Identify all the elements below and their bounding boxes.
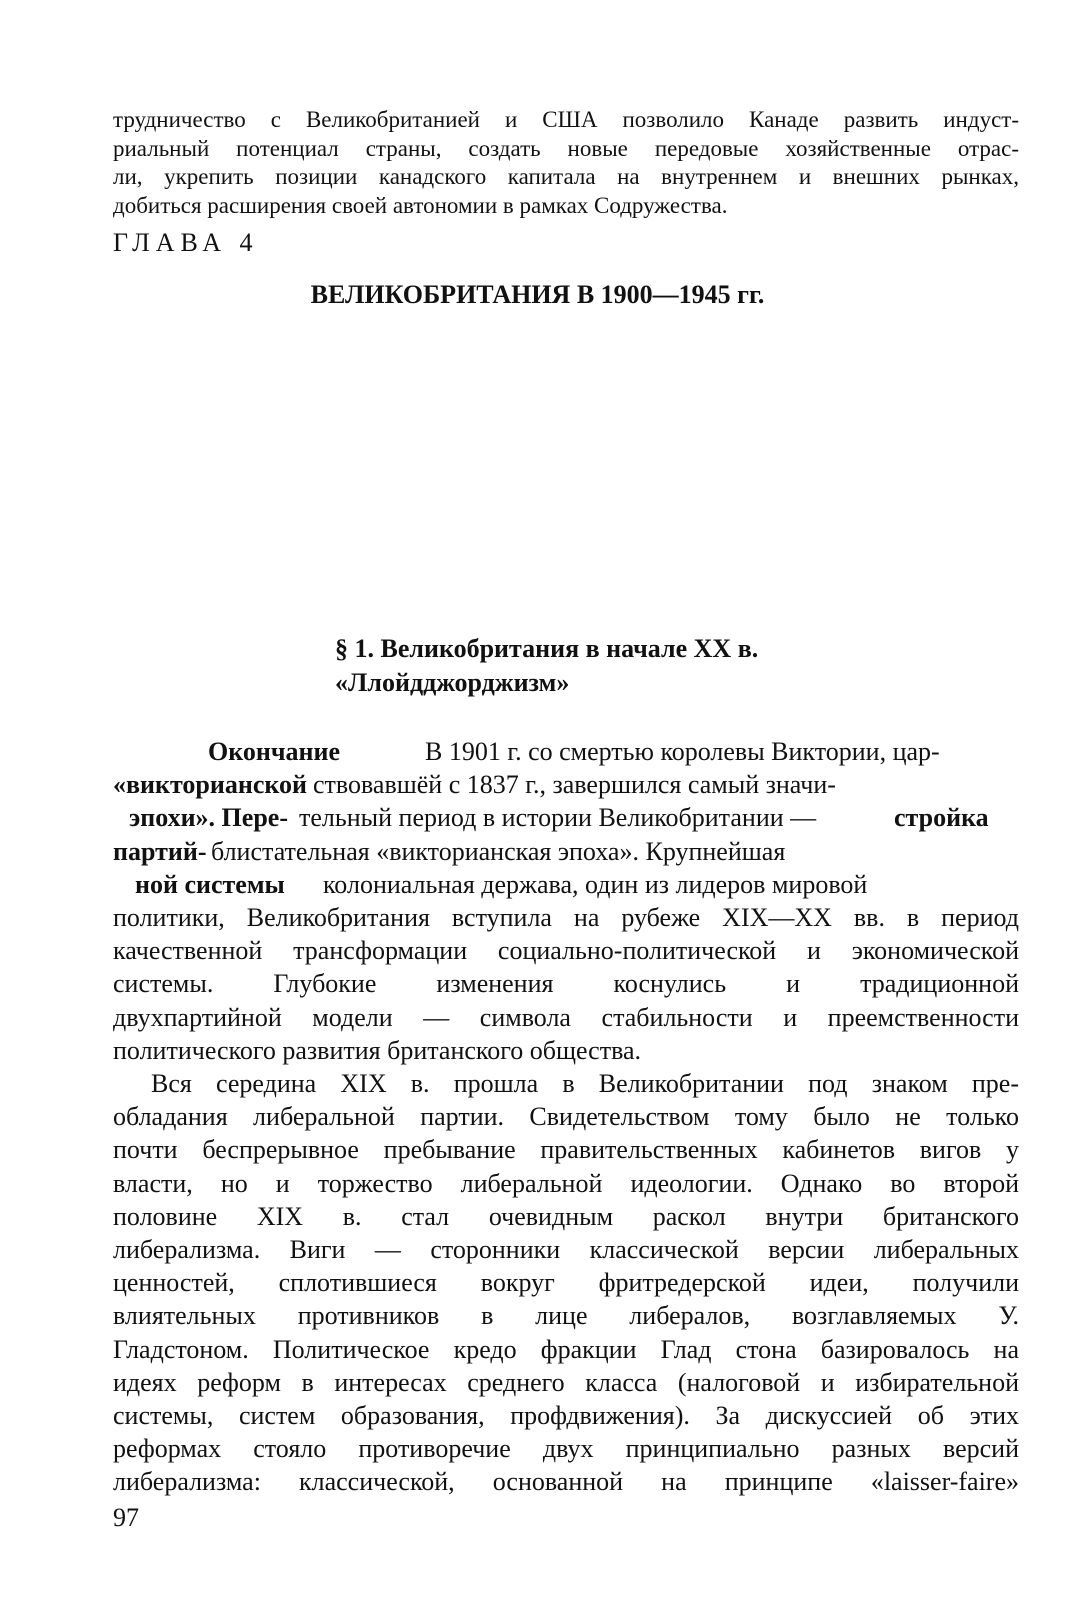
section-title xyxy=(335,632,758,700)
section-title-line: § 1. Великобритания в начале XX в. xyxy=(335,634,759,663)
text-row xyxy=(113,868,1019,901)
text-line: системы, систем образования, профдвижения). За дискуссией об этих xyxy=(113,1400,1019,1430)
text-line: добиться расширения своей автономии в рамках Содружества. xyxy=(113,192,728,218)
text-line: блистательная «викторианская эпоха». Крупнейшая xyxy=(211,836,786,866)
intro-paragraph xyxy=(113,106,1019,220)
text-row xyxy=(113,801,1019,834)
margin-note: партий- xyxy=(113,836,207,866)
text-line: политического развития британского общества. xyxy=(113,1035,642,1065)
margin-note: Окончание xyxy=(208,737,341,766)
margin-note: ной системы xyxy=(135,869,285,899)
text-line: Вся середина XIX в. прошла в Великобритании под знаком пре- xyxy=(151,1069,1019,1098)
chapter-title: ВЕЛИКОБРИТАНИЯ В 1900—1945 гг. xyxy=(310,280,765,309)
text-line: системы. Глубокие изменения коснулись и традиционной xyxy=(113,969,1019,999)
margin-note: эпохи». Пере- xyxy=(129,803,288,833)
text-line: обладания либеральной партии. Свидетельством тому было не только xyxy=(113,1102,1019,1132)
text-line: ценностей, сплотившиеся вокруг фритредерской идеи, получили xyxy=(113,1268,1019,1298)
text-line: реформах стояло противоречие двух принципиально разных версий xyxy=(113,1434,1019,1464)
text-row xyxy=(113,835,1019,868)
text-line: колониальная держава, один из лидеров мировой xyxy=(323,869,868,899)
chapter-label: ГЛАВА 4 xyxy=(113,228,259,257)
text-line: риальный потенциал страны, создать новые передовые хозяйственные отрас- xyxy=(113,135,1019,161)
margin-note: «викторианской xyxy=(113,770,308,800)
text-line: качественной трансформации социально-политической и экономической xyxy=(113,936,1019,966)
text-line: тельный период в истории Великобритании — xyxy=(299,803,817,833)
text-line: власти, но и торжество либеральной идеологии. Однако во второй xyxy=(113,1168,1019,1198)
text-line: либерализма. Виги — сторонники классической версии либеральных xyxy=(113,1234,1019,1264)
text-line: влиятельных противников в лице либералов, возглавляемых У. xyxy=(113,1301,1019,1331)
text-line: трудничество с Великобританией и США позволило Канаде развить индуст- xyxy=(113,107,1019,132)
text-row xyxy=(113,735,1019,768)
paragraph xyxy=(113,1067,1019,1498)
text-line: ли, укрепить позиции канадского капитала на внутреннем и внешних рынках, xyxy=(113,164,1019,189)
text-line: половине XIX в. стал очевидным раскол внутри британского xyxy=(113,1201,1019,1231)
text-line: либерализма: классической, основанной на принципе «laisser-faire» xyxy=(113,1467,1019,1497)
page-number: 97 xyxy=(113,1503,139,1532)
section-title-line: «Ллойдджорджизм» xyxy=(335,668,570,697)
text-line: Гладстоном. Политическое кредо фракции Глад стона базировалось на xyxy=(113,1334,1019,1364)
text-line: идеях реформ в интересах среднего класса (налоговой и избирательной xyxy=(113,1367,1019,1397)
text-row xyxy=(113,768,1019,801)
text-line: В 1901 г. со смертью королевы Виктории, цар- xyxy=(425,737,940,766)
text-line: почти беспрерывное пребывание правительственных кабинетов вигов у xyxy=(113,1135,1019,1165)
text-line: политики, Великобритания вступила на рубеже XIX—XX вв. в период xyxy=(113,902,1019,932)
text-line: ствовавшёй с 1837 г., завершился самый значи- xyxy=(313,770,836,800)
text-line: двухпартийной модели — символа стабильности и преемственности xyxy=(113,1002,1019,1032)
section-paragraph xyxy=(113,735,1019,1067)
margin-note: стройка xyxy=(894,803,989,833)
